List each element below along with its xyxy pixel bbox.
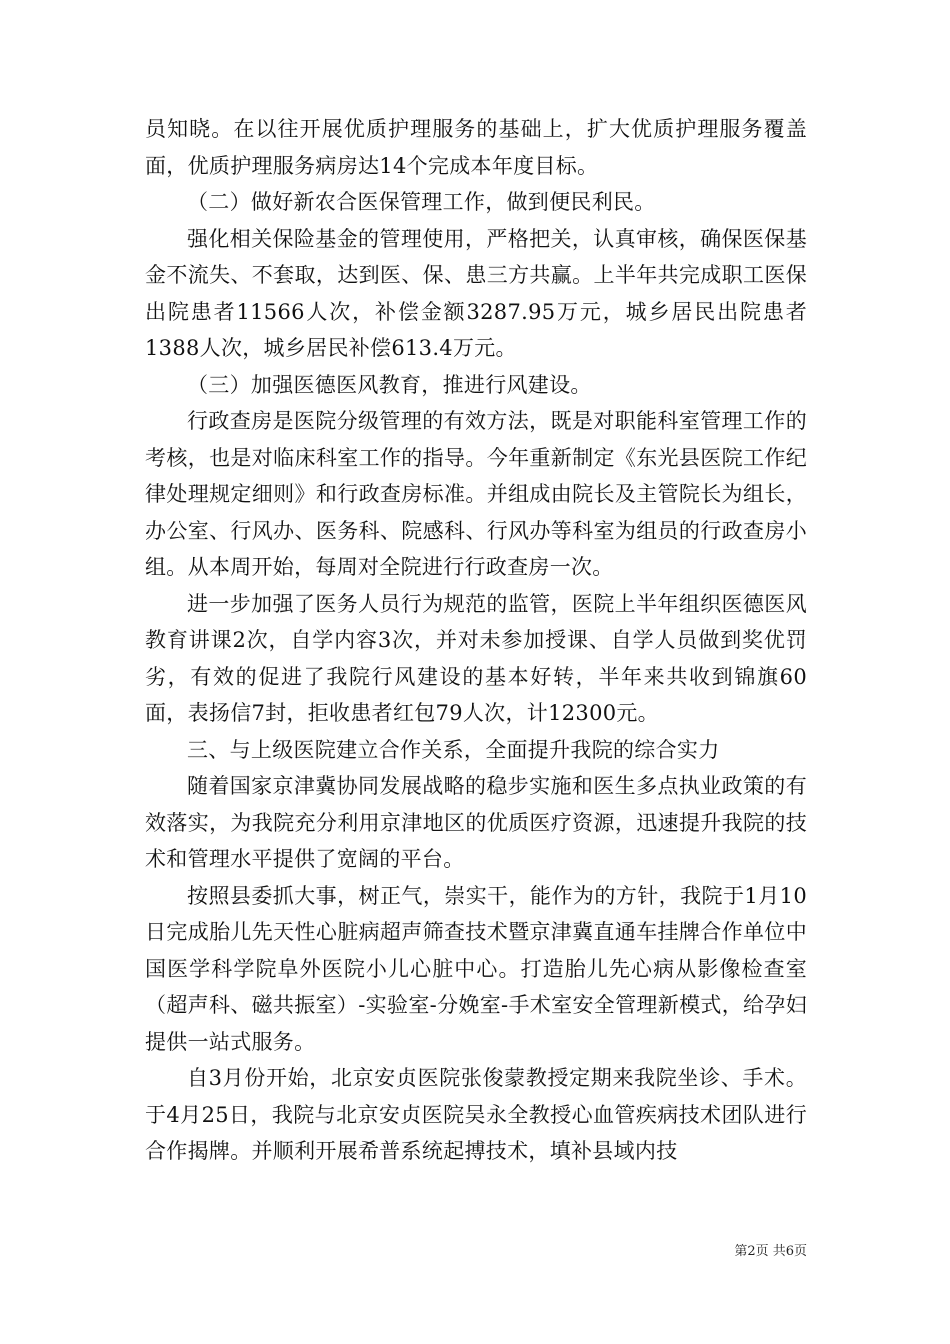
page-number-footer: 第2页 共6页: [734, 1244, 807, 1259]
paragraph-6: 进一步加强了医务人员行为规范的监管，医院上半年组织医德医风教育讲课2次，自学内容3次，并对未参加授课、自学人员做到奖优罚劣，有效的促进了我院行风建设的基本好转，半年来共收到锦旗60面，表扬信7封，拒收患者红包79人次，计12300元。: [145, 591, 807, 725]
paragraph-9: 按照县委抓大事，树正气，崇实干，能作为的方针，我院于1月10日完成胎儿先天性心脏病超声筛查技术暨京津冀直通车挂牌合作单位中国医学科学院阜外医院小儿心脏中心。打造胎儿先心病从影像检查室（超声科、磁共振室）-实验室-分娩室-手术室安全管理新模式，给孕妇提供一站式服务。: [145, 883, 807, 1054]
paragraph-1: 员知晓。在以往开展优质护理服务的基础上，扩大优质护理服务覆盖面，优质护理服务病房达14个完成本年度目标。: [145, 117, 807, 178]
section-heading-3: （三）加强医德医风教育，推进行风建设。: [187, 372, 592, 397]
paragraph-3: 强化相关保险基金的管理使用，严格把关，认真审核，确保医保基金不流失、不套取，达到医、保、患三方共赢。上半年共完成职工医保出院患者11566人次，补偿金额3287.95万元，城乡居民出院患者1388人次，城乡居民补偿613.4万元。: [145, 226, 807, 360]
document-body: [145, 111, 807, 1170]
paragraph-8: 随着国家京津冀协同发展战略的稳步实施和医生多点执业政策的有效落实，为我院充分利用京津地区的优质医疗资源，迅速提升我院的技术和管理水平提供了宽阔的平台。: [145, 774, 807, 871]
chapter-heading-3: 三、与上级医院建立合作关系，全面提升我院的综合实力: [187, 737, 720, 762]
section-heading-2: （二）做好新农合医保管理工作，做到便民利民。: [187, 190, 656, 214]
paragraph-10: 自3月份开始，北京安贞医院张俊蒙教授定期来我院坐诊、手术。于4月25日，我院与北京安贞医院吴永全教授心血管疾病技术团队进行合作揭牌。并顺利开展希普系统起搏技术，填补县域内技: [145, 1066, 807, 1163]
paragraph-5: 行政查房是医院分级管理的有效方法，既是对职能科室管理工作的考核，也是对临床科室工作的指导。今年重新制定《东光县医院工作纪律处理规定细则》和行政查房标准。并组成由院长及主管院长为组长，办公室、行风办、医务科、院感科、行风办等科室为组员的行政查房小组。从本周开始，每周对全院进行行政查房一次。: [145, 409, 807, 579]
